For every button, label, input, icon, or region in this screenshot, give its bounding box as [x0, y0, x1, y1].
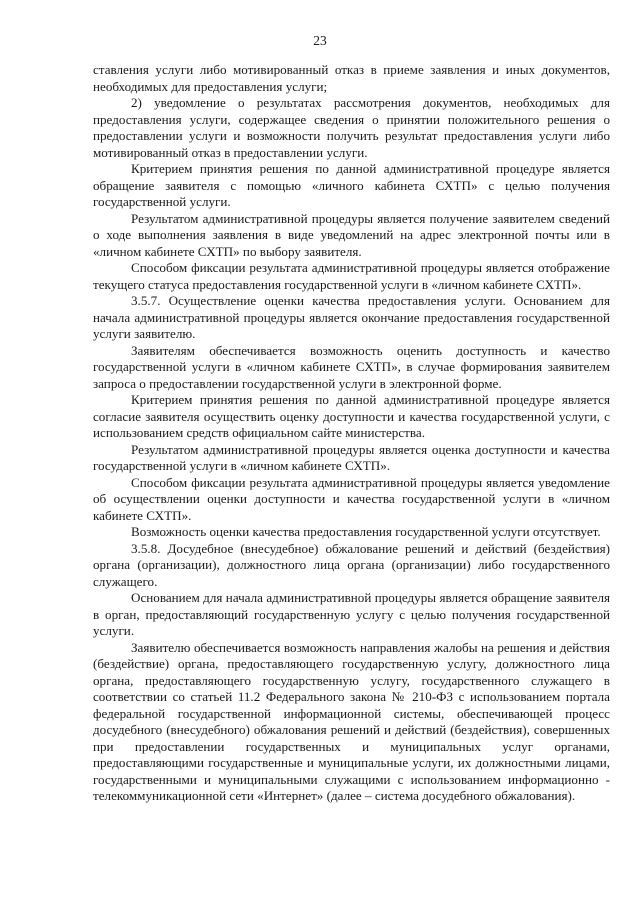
body-text — [93, 62, 610, 805]
paragraph: Критерием принятия решения по данной административной процедуре является обращение заявителя с помощью «личного кабинета СХТП» с целью получения государственной услуги. — [93, 161, 610, 209]
paragraph: Критерием принятия решения по данной административной процедуре является согласие заявителя осуществить оценку доступности и качества государственной услуги, с использованием средств официальном сайте министерства. — [93, 392, 610, 440]
paragraph: Возможность оценки качества предоставления государственной услуги отсутствует. — [131, 524, 601, 539]
paragraph: Результатом административной процедуры является оценка доступности и качества государственной услуги в «личном кабинете СХТП». — [93, 441, 610, 473]
paragraph: Заявителю обеспечивается возможность направления жалобы на решения и действия (бездействие) органа, предоставляющего государственную услугу, должностного лица органа, предоставляющего государственную услугу, государственного служащего в соответствии со статьей 11.2 Федерального закона № 210-ФЗ с использованием портала федеральной государственной информационной системы, обеспечивающей процесс досудебного (внесудебного) обжалования решений и действий (бездействия), совершенных при предоставлении государственных и муниципальных услуг органами, предоставляющими государственные и муниципальные услуги, их должностными лицами, государственными и муниципальными служащими с использованием информационно - телекоммуникационной сети «Интернет» (далее – система досудебного обжалования). — [93, 639, 610, 803]
paragraph: Способом фиксации результата административной процедуры является уведомление об осуществлении оценки доступности и качества государственной услуги в «личном кабинете СХТП». — [93, 474, 610, 523]
paragraph: Основанием для начала административной процедуры является обращение заявителя в орган, предоставляющий государственную услугу с целью получения государственной услуги. — [93, 590, 610, 638]
page-number: 23 — [313, 33, 327, 48]
paragraph: 3.5.8. Досудебное (внесудебное) обжалование решений и действий (бездействия) органа (организации), должностного лица органа (организации) либо государственного служащего. — [93, 540, 610, 589]
paragraph: 3.5.7. Осуществление оценки качества предоставления услуги. Основанием для начала административной процедуры является окончание предоставления государственной услуги заявителю. — [93, 293, 610, 341]
paragraph: Заявителям обеспечивается возможность оценить доступность и качество государственной услуги в «личном кабинете СХТП», в случае формирования заявителем запроса о предоставлении государственной услуги в электронной форме. — [93, 342, 610, 391]
paragraph: Способом фиксации результата административной процедуры является отображение текущего статуса предоставления государственной услуги в «личном кабинете СХТП». — [93, 260, 610, 292]
paragraph: ставления услуги либо мотивированный отказ в приеме заявления и иных документов, необходимых для предоставления услуги; — [93, 62, 610, 94]
paragraph: 2) уведомление о результатах рассмотрения документов, необходимых для предоставления услуги, содержащее сведения о принятии положительного решения о предоставлении услуги и возможности получить результат предоставления услуги либо мотивированный отказ в предоставлении услуги. — [93, 95, 610, 160]
paragraph: Результатом административной процедуры является получение заявителем сведений о ходе выполнения заявления в виде уведомлений на адрес электронной почты или в «личном кабинете СХТП» по выбору заявителя. — [93, 210, 610, 259]
